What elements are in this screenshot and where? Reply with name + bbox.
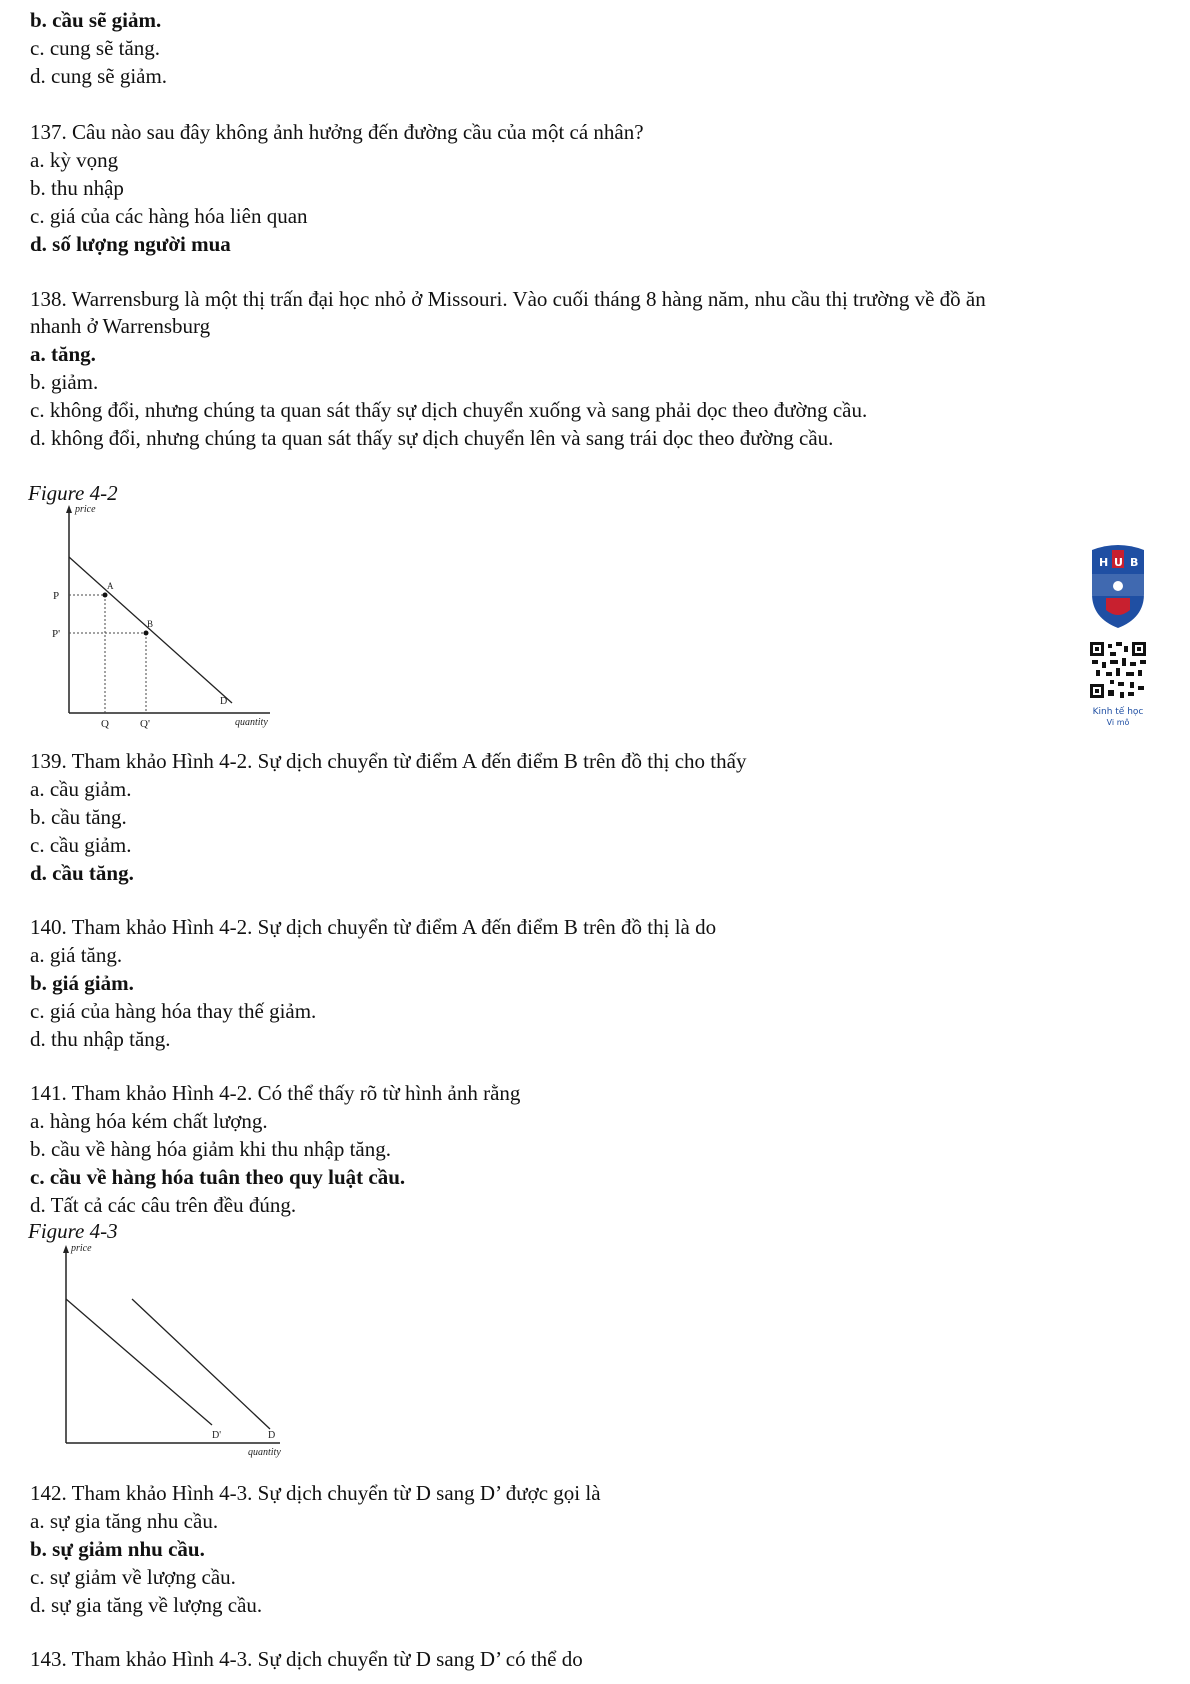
y-axis-label: price	[71, 1243, 92, 1254]
question-138-cont: nhanh ở Warrensburg	[30, 314, 211, 338]
answer-option: d. sự gia tăng về lượng cầu.	[30, 1593, 263, 1617]
answer-option: d. cầu tăng.	[30, 861, 134, 885]
text-line: b. cầu sẽ giảm.	[30, 8, 162, 32]
answer-option: a. giá tăng.	[30, 943, 123, 967]
answer-option: d. số lượng người mua	[30, 232, 231, 256]
y-axis-arrow	[63, 1245, 69, 1253]
demand-curve-d	[132, 1299, 270, 1429]
logo-letter-u: U	[1114, 556, 1123, 569]
answer-option: b. sự giảm nhu cầu.	[30, 1537, 205, 1561]
answer-option: a. tăng.	[30, 342, 96, 366]
answer-option: b. cầu tăng.	[30, 805, 127, 829]
label-b: B	[147, 619, 154, 629]
point-b	[144, 631, 149, 636]
answer-option: a. cầu giảm.	[30, 777, 132, 801]
question-142: 142. Tham khảo Hình 4-3. Sự dịch chuyển từ D sang D’ được gọi là	[30, 1481, 601, 1505]
answer-option: c. giá của các hàng hóa liên quan	[30, 204, 308, 228]
answer-option: c. không đổi, nhưng chúng ta quan sát thấy sự dịch chuyển xuống và sang phải dọc theo đường cầu.	[30, 398, 868, 422]
x-axis-label: quantity	[235, 717, 268, 728]
answer-option: c. sự giảm về lượng cầu.	[30, 1565, 236, 1589]
answer-option: a. kỳ vọng	[30, 148, 119, 172]
label-q-prime: Q'	[140, 718, 150, 730]
label-d: D	[268, 1430, 276, 1441]
question-143: 143. Tham khảo Hình 4-3. Sự dịch chuyển từ D sang D’ có thể do	[30, 1647, 583, 1671]
figure-4-3-title: Figure 4-3	[28, 1219, 118, 1243]
answer-option: c. cầu giảm.	[30, 833, 132, 857]
answer-option: d. thu nhập tăng.	[30, 1027, 171, 1051]
answer-option: a. hàng hóa kém chất lượng.	[30, 1109, 268, 1133]
answer-option: a. sự gia tăng nhu cầu.	[30, 1509, 219, 1533]
answer-option: d. Tất cả các câu trên đều đúng.	[30, 1193, 297, 1217]
label-p: P	[53, 590, 60, 602]
text-line: c. cung sẽ tăng.	[30, 36, 161, 60]
label-p-prime: P'	[52, 628, 61, 640]
demand-curve-d-prime	[66, 1299, 212, 1425]
x-axis-label: quantity	[248, 1447, 281, 1458]
qr-code-icon	[1090, 642, 1146, 698]
figure-4-3-graph	[40, 1243, 300, 1465]
answer-option: d. không đổi, nhưng chúng ta quan sát thấy sự dịch chuyển lên và sang trái dọc theo đường cầu.	[30, 426, 834, 450]
logo-letter-b: B	[1130, 556, 1139, 569]
point-a	[103, 593, 108, 598]
y-axis-label: price	[75, 504, 96, 515]
label-q: Q	[101, 718, 109, 730]
hub-logo	[1078, 542, 1158, 737]
label-d: D	[220, 696, 228, 707]
shield-bottom	[1106, 598, 1130, 615]
answer-option: c. giá của hàng hóa thay thế giảm.	[30, 999, 317, 1023]
y-axis-arrow	[66, 505, 72, 513]
question-138: 138. Warrensburg là một thị trấn đại học nhỏ ở Missouri. Vào cuối tháng 8 hàng năm, nhu cầu thị trường về đồ ăn	[30, 287, 986, 311]
question-140: 140. Tham khảo Hình 4-2. Sự dịch chuyển từ điểm A đến điểm B trên đồ thị là do	[30, 915, 717, 939]
answer-option: b. giá giảm.	[30, 971, 134, 995]
demand-curve	[69, 557, 232, 703]
figure-4-2-graph	[40, 503, 280, 730]
label-d-prime: D'	[212, 1430, 222, 1441]
label-a: A	[107, 581, 114, 591]
logo-caption: Kinh tế học	[1092, 707, 1144, 717]
answer-option: b. thu nhập	[30, 176, 124, 200]
gear-icon	[1113, 581, 1123, 591]
logo-caption-sub: Vi mô	[1106, 718, 1130, 727]
question-137: 137. Câu nào sau đây không ảnh hưởng đến đường cầu của một cá nhân?	[30, 120, 644, 144]
answer-option: b. giảm.	[30, 370, 99, 394]
answer-option: c. cầu về hàng hóa tuân theo quy luật cầu.	[30, 1165, 406, 1189]
logo-letter-h: H	[1099, 556, 1109, 569]
question-141: 141. Tham khảo Hình 4-2. Có thể thấy rõ từ hình ảnh rằng	[30, 1081, 521, 1105]
figure-4-2-title: Figure 4-2	[28, 481, 118, 505]
answer-option: b. cầu về hàng hóa giảm khi thu nhập tăng.	[30, 1137, 391, 1161]
text-line: d. cung sẽ giảm.	[30, 64, 168, 88]
question-139: 139. Tham khảo Hình 4-2. Sự dịch chuyển từ điểm A đến điểm B trên đồ thị cho thấy	[30, 749, 747, 773]
